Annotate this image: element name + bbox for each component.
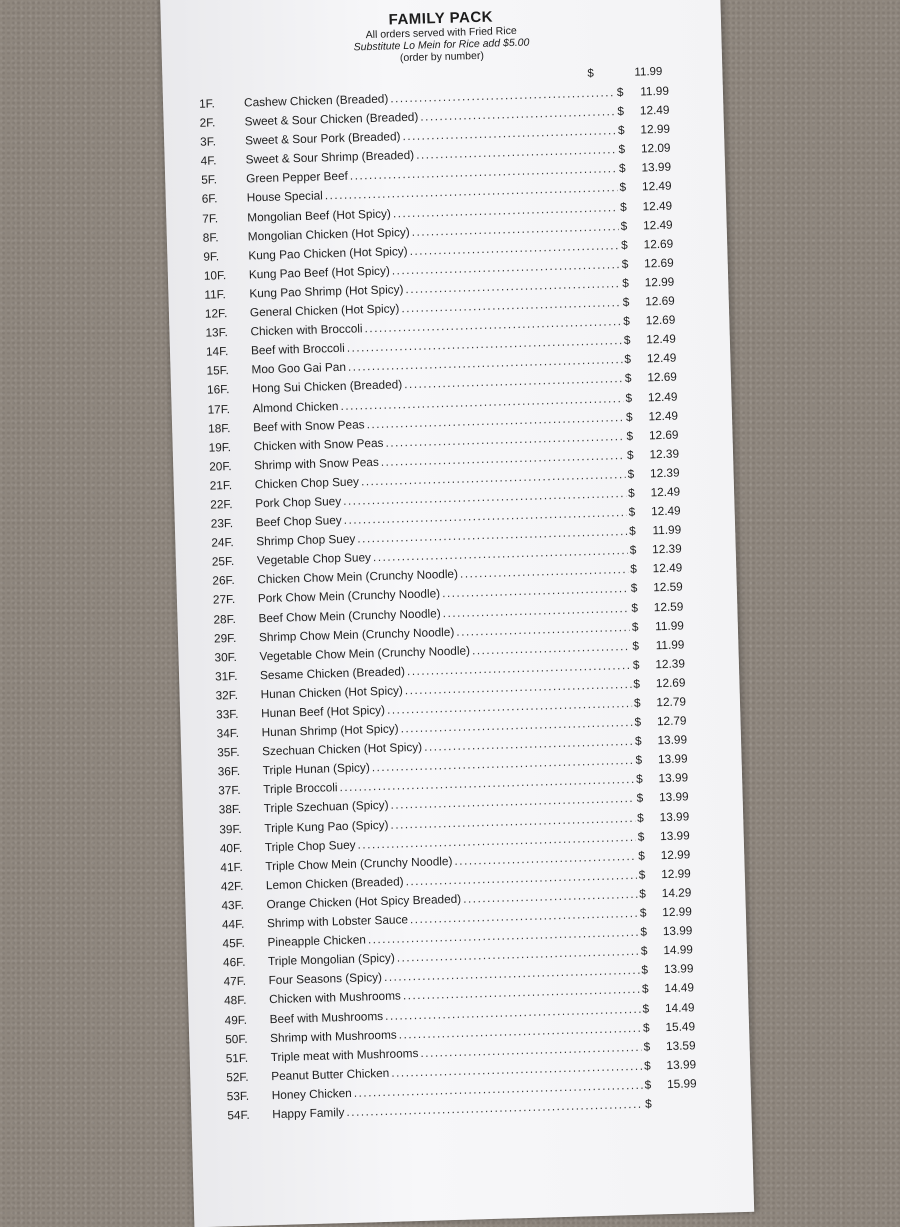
menu-item-name: Cashew Chicken (Breaded) [243, 91, 389, 110]
menu-item-price: 13.99 [659, 808, 690, 824]
menu-item-name: Lemon Chicken (Breaded) [265, 874, 404, 893]
menu-item-number: 23F. [210, 516, 234, 531]
menu-item-number: 25F. [211, 554, 235, 569]
menu-item-number: 37F. [218, 783, 241, 798]
menu-item-name: Chicken Chow Mein (Crunchy Noodle) [257, 567, 459, 587]
menu-item-number: 54F. [227, 1107, 250, 1123]
menu-item-currency: $ [631, 600, 639, 615]
menu-item-currency: $ [637, 829, 645, 844]
menu-item-price: 12.69 [645, 293, 675, 309]
menu-item-name: Triple Broccoli [263, 780, 338, 797]
menu-item-number: 40F. [219, 840, 243, 856]
menu-item-currency: $ [617, 123, 625, 138]
menu-item-price: 11.99 [640, 83, 670, 99]
menu-item-currency: $ [626, 428, 634, 443]
menu-item-price: 11.99 [655, 637, 685, 652]
menu-item-name: Shrimp Chop Suey [256, 531, 356, 549]
menu-item-price: 12.39 [655, 656, 686, 672]
top-price [587, 66, 662, 80]
menu-item-price: 12.99 [640, 121, 671, 137]
menu-item-number: 2F. [199, 115, 216, 130]
menu-item-price: 13.59 [665, 1037, 696, 1053]
menu-item-name: Sweet & Sour Shrimp (Breaded) [245, 148, 415, 167]
menu-item-name: Shrimp with Lobster Sauce [266, 912, 409, 931]
menu-item-currency: $ [620, 237, 628, 252]
menu-item-currency: $ [624, 352, 632, 367]
menu-item-currency: $ [628, 523, 636, 539]
menu-item-name: Beef Chow Mein (Crunchy Noodle) [258, 605, 441, 625]
menu-item-name: House Special [246, 188, 323, 205]
menu-item-price: 14.49 [664, 980, 695, 996]
menu-item-number: 53F. [226, 1088, 250, 1104]
menu-item-name: Chicken Chop Suey [254, 474, 360, 492]
top-price-currency: $ [587, 67, 594, 80]
menu-item-number: 30F. [214, 649, 238, 665]
menu-item-currency: $ [644, 1077, 652, 1092]
menu-item-price: 13.99 [658, 789, 689, 805]
menu-item-number: 46F. [222, 955, 246, 970]
menu-item-name: Triple Mongolian (Spicy) [267, 950, 395, 969]
menu-item-number: 4F. [200, 153, 217, 169]
menu-item-number: 1F. [198, 96, 216, 111]
menu-item-number: 52F. [226, 1069, 249, 1085]
menu-item-price: 12.69 [655, 675, 686, 691]
menu-title: FAMILY PACK [388, 8, 494, 29]
menu-item-name: Green Pepper Beef [246, 169, 349, 186]
menu-item-currency: $ [641, 962, 649, 978]
menu-item-number: 51F. [225, 1050, 249, 1066]
menu-item-currency: $ [619, 199, 627, 214]
menu-item-name: Sweet & Sour Chicken (Breaded) [244, 109, 419, 129]
menu-item-name: Triple Hunan (Spicy) [262, 760, 370, 778]
menu-item-name: Hong Sui Chicken (Breaded) [251, 377, 403, 396]
menu-item-currency: $ [629, 542, 637, 558]
menu-item-price: 15.49 [665, 1018, 696, 1034]
menu-item-name: Kung Pao Shrimp (Hot Spicy) [249, 282, 404, 301]
menu-item-price: 14.49 [664, 999, 695, 1015]
menu-item-number: 32F. [215, 687, 239, 703]
menu-item-currency: $ [626, 447, 634, 462]
menu-sheet [160, 0, 754, 1227]
menu-item-currency: $ [620, 218, 628, 233]
menu-item-price: 12.99 [660, 847, 691, 862]
menu-item-number: 16F. [206, 382, 230, 398]
menu-item-price: 11.99 [654, 618, 685, 633]
menu-item-name: Peanut Butter Chicken [271, 1065, 390, 1083]
menu-item-currency: $ [623, 313, 631, 329]
menu-item-price: 12.39 [651, 541, 682, 557]
menu-item-name: Sesame Chicken (Breaded) [259, 664, 406, 683]
menu-item-price: 12.49 [641, 179, 672, 194]
menu-item-name: Vegetable Chow Mein (Crunchy Noodle) [259, 643, 471, 664]
menu-item-number: 49F. [224, 1012, 248, 1027]
menu-item-currency: $ [639, 905, 647, 920]
menu-item-name: General Chicken (Hot Spicy) [249, 301, 400, 320]
menu-item-name: Hunan Beef (Hot Spicy) [260, 702, 386, 721]
menu-item-number: 27F. [212, 592, 236, 608]
menu-item-price: 12.49 [648, 408, 679, 423]
menu-item-number: 22F. [210, 496, 233, 512]
menu-item-price: 12.59 [653, 579, 683, 595]
menu-item-number: 21F. [209, 477, 233, 493]
menu-item-currency: $ [632, 638, 640, 653]
menu-item-currency: $ [640, 943, 648, 958]
menu-item-number: 13F. [205, 325, 228, 340]
menu-item-currency: $ [627, 466, 635, 481]
menu-item-currency: $ [630, 581, 638, 596]
menu-item-name: Moo Goo Gai Pan [251, 360, 347, 377]
menu-item-number: 5F. [201, 172, 218, 188]
menu-item-price [659, 1106, 697, 1107]
menu-item-currency: $ [625, 390, 633, 405]
menu-item-price: 13.99 [659, 828, 690, 843]
menu-item-name: Vegetable Chop Suey [256, 550, 372, 568]
menu-item-currency: $ [627, 485, 635, 500]
menu-item-number: 17F. [207, 401, 231, 417]
menu-item-currency: $ [617, 104, 625, 119]
menu-item-currency: $ [641, 981, 649, 997]
menu-item-name: Triple Szechuan (Spicy) [263, 798, 389, 816]
menu-item-number: 12F. [204, 306, 228, 321]
menu-item-name: Mongolian Chicken (Hot Spicy) [247, 224, 410, 244]
menu-item-price: 12.69 [648, 427, 679, 443]
menu-item-currency: $ [618, 142, 626, 157]
menu-item-number: 41F. [220, 859, 243, 875]
menu-item-price: 12.49 [639, 102, 670, 118]
menu-item-price: 12.49 [646, 331, 677, 347]
menu-item-name: Chicken with Broccoli [250, 321, 363, 339]
menu-item-name: Triple meat with Mushrooms [270, 1045, 419, 1064]
menu-item-currency: $ [638, 867, 646, 882]
menu-item-currency: $ [642, 1020, 650, 1035]
menu-item-name: Triple Chow Mein (Crunchy Noodle) [265, 853, 453, 873]
menu-item-number: 50F. [225, 1031, 248, 1046]
menu-item-currency: $ [636, 810, 644, 825]
menu-item-currency: $ [618, 161, 626, 176]
menu-item-number: 10F. [203, 267, 227, 283]
menu-item-price: 15.99 [666, 1076, 697, 1091]
menu-item-price: 13.99 [662, 923, 693, 939]
menu-item-currency: $ [633, 676, 641, 691]
menu-item-price: 12.09 [640, 140, 671, 156]
menu-item-number: 24F. [211, 535, 234, 550]
menu-item-currency: $ [616, 84, 624, 100]
menu-item-price: 12.79 [656, 713, 687, 729]
menu-item-currency: $ [642, 1001, 650, 1016]
menu-item-currency: $ [636, 791, 644, 806]
menu-item-number: 18F. [207, 420, 231, 436]
menu-item-price: 12.49 [647, 389, 678, 404]
leader-dots [472, 639, 631, 657]
menu-item-number: 29F. [213, 630, 237, 646]
menu-item-price: 12.39 [649, 446, 680, 462]
order-note: (order by number) [399, 49, 485, 65]
menu-item-currency: $ [643, 1039, 651, 1054]
menu-item-number: 8F. [202, 229, 219, 245]
menu-item-name: Beef with Broccoli [250, 341, 345, 358]
menu-item-name: Orange Chicken (Hot Spicy Breaded) [266, 891, 462, 912]
menu-item-price: 12.49 [642, 217, 673, 233]
menu-item-name: Pork Chop Suey [255, 493, 342, 511]
menu-item-name: Hunan Shrimp (Hot Spicy) [261, 721, 399, 740]
menu-item-currency: $ [635, 752, 643, 768]
menu-item-currency: $ [634, 733, 642, 749]
menu-item-name: Pork Chow Mein (Crunchy Noodle) [257, 586, 441, 606]
menu-item-currency: $ [640, 924, 648, 939]
menu-item-price: 14.99 [663, 942, 694, 958]
menu-item-price: 13.99 [658, 770, 689, 786]
menu-item-number: 35F. [217, 745, 240, 760]
menu-item-number: 34F. [216, 725, 240, 741]
menu-item-name: Beef with Mushrooms [269, 1008, 384, 1026]
menu-item-name: Almond Chicken [252, 398, 339, 415]
menu-header [161, 2, 722, 71]
menu-item-number: 36F. [217, 764, 241, 779]
menu-item-price: 12.99 [661, 866, 691, 882]
menu-item-currency: $ [633, 695, 641, 710]
menu-item-number: 33F. [215, 706, 239, 722]
menu-item-number: 20F. [209, 458, 232, 474]
menu-item-currency: $ [628, 504, 636, 519]
top-price-value: 11.99 [634, 65, 663, 79]
menu-item-price: 12.49 [650, 503, 681, 519]
menu-item-price: 12.59 [653, 598, 684, 614]
menu-item-currency: $ [621, 256, 629, 271]
menu-item-price: 12.99 [644, 274, 675, 290]
menu-item-price: 12.79 [656, 694, 687, 710]
menu-item-number: 47F. [223, 974, 247, 989]
substitute-note: Substitute Lo Mein for Rice add $5.00 [353, 36, 530, 54]
menu-item-number: 6F. [201, 191, 218, 207]
menu-item-currency: $ [630, 562, 638, 577]
menu-item-currency: $ [634, 714, 642, 729]
menu-item-name: Four Seasons (Spicy) [268, 970, 383, 988]
menu-item-price: 12.69 [647, 369, 678, 385]
menu-item-price: 12.69 [643, 236, 674, 252]
menu-item-price: 12.39 [649, 465, 680, 481]
menu-item-price: 12.49 [650, 484, 681, 500]
menu-item-number: 15F. [206, 363, 230, 378]
menu-item-currency: $ [619, 180, 627, 195]
menu-item-price: 12.49 [646, 350, 677, 366]
menu-item-name: Chicken with Mushrooms [268, 988, 402, 1007]
menu-item-number: 43F. [221, 897, 244, 913]
menu-item-number: 9F. [203, 249, 220, 264]
leader-dots [390, 85, 615, 105]
menu-item-price: 12.49 [652, 560, 683, 576]
menu-item-currency: $ [639, 886, 647, 901]
menu-item-name: Kung Pao Beef (Hot Spicy) [248, 263, 390, 282]
menu-item-currency: $ [622, 275, 630, 290]
menu-item-number: 26F. [212, 573, 235, 588]
menu-item-price: 14.29 [661, 885, 692, 901]
menu-item-number: 39F. [219, 821, 242, 837]
menu-item-number: 42F. [220, 878, 244, 894]
menu-item-price: 12.69 [643, 255, 674, 271]
menu-item-price: 12.99 [662, 904, 693, 920]
menu-item-price: 13.99 [663, 961, 694, 977]
served-with-note: All orders served with Fried Rice [365, 24, 517, 42]
menu-item-currency: $ [625, 409, 633, 424]
menu-item-number: 45F. [222, 935, 246, 951]
menu-item-price: 12.49 [642, 198, 673, 213]
menu-item-price: 11.99 [652, 522, 682, 538]
menu-item-list [199, 84, 698, 1128]
menu-item-name: Shrimp with Snow Peas [253, 454, 379, 473]
menu-item-price: 13.99 [666, 1057, 697, 1072]
menu-item-name: Triple Chop Suey [264, 837, 356, 854]
menu-item-name: Hunan Chicken (Hot Spicy) [260, 683, 404, 702]
menu-item-number: 7F. [202, 210, 219, 226]
menu-item-number: 28F. [213, 611, 236, 627]
menu-item-name: Szechuan Chicken (Hot Spicy) [261, 739, 423, 759]
menu-item-number: 3F. [199, 134, 217, 149]
menu-item-name: Beef with Snow Peas [252, 416, 365, 434]
menu-item-number: 38F. [218, 802, 242, 817]
menu-item-currency: $ [622, 294, 630, 310]
menu-item-number: 14F. [205, 344, 229, 359]
menu-item-number: 31F. [214, 668, 238, 684]
menu-item-name: Chicken with Snow Peas [253, 435, 384, 454]
menu-item-name: Honey Chicken [271, 1085, 352, 1102]
menu-item-number: 44F. [221, 916, 245, 932]
menu-item-price: 13.99 [641, 159, 672, 175]
menu-item-currency: $ [631, 619, 639, 634]
menu-item-name: Pineapple Chicken [267, 932, 367, 950]
menu-item-name: Kung Pao Chicken (Hot Spicy) [248, 243, 408, 263]
menu-item-name: Sweet & Sour Pork (Breaded) [244, 129, 401, 148]
menu-item-name: Triple Kung Pao (Spicy) [264, 817, 389, 835]
menu-item-number: 48F. [223, 993, 247, 1008]
menu-item-name: Mongolian Beef (Hot Spicy) [247, 206, 392, 225]
menu-item-number: 11F. [204, 287, 227, 302]
menu-item-price: 13.99 [657, 732, 688, 748]
menu-item-currency: $ [632, 657, 640, 672]
menu-item-price: 12.69 [645, 312, 676, 328]
menu-item-currency: $ [623, 333, 631, 348]
menu-item-currency: $ [644, 1096, 652, 1111]
menu-item-currency: $ [643, 1058, 651, 1073]
menu-item-number: 19F. [208, 439, 232, 455]
menu-item-currency: $ [624, 371, 632, 386]
menu-item-name: Happy Family [272, 1105, 345, 1122]
menu-item-name: Shrimp Chow Mein (Crunchy Noodle) [258, 624, 455, 644]
menu-item-currency: $ [638, 848, 646, 863]
menu-item-name: Shrimp with Mushrooms [269, 1027, 397, 1045]
menu-item-currency: $ [635, 772, 643, 787]
menu-item-price: 13.99 [657, 751, 688, 767]
menu-item-name: Beef Chop Suey [255, 513, 342, 530]
